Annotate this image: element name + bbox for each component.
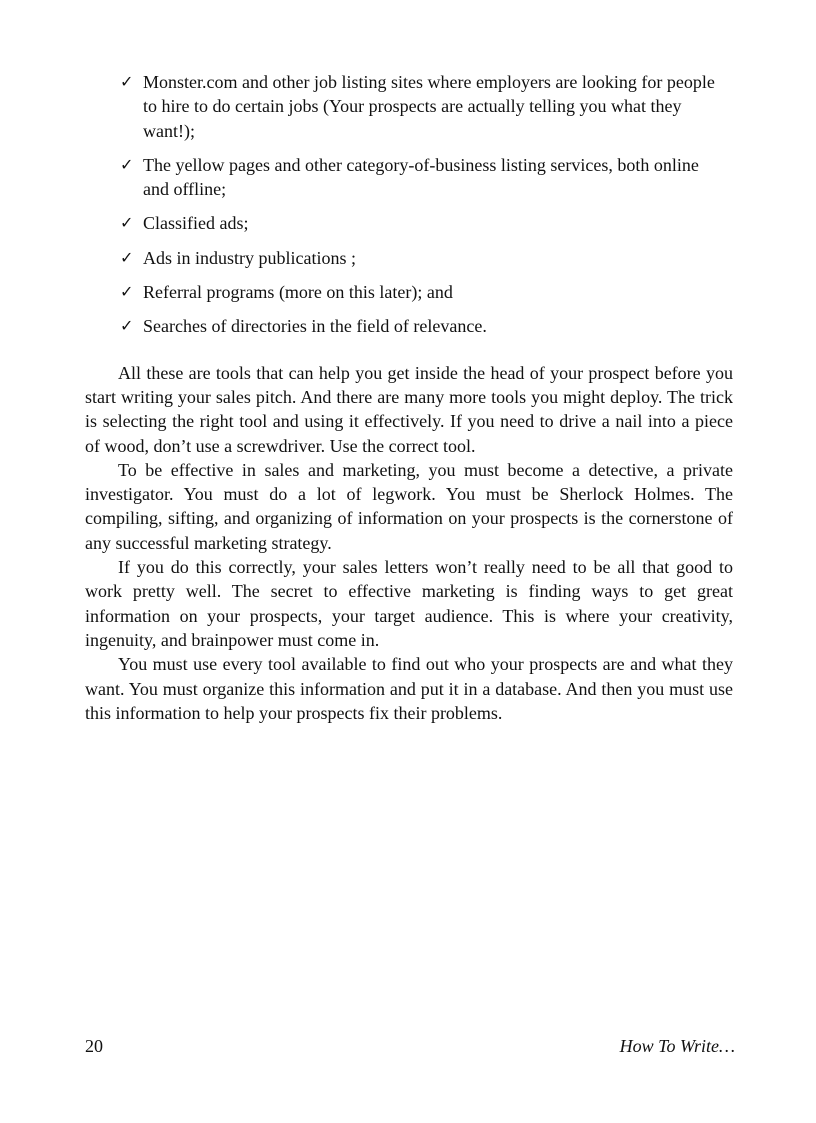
list-item-text: Ads in industry publications ; (143, 247, 356, 268)
list-item (120, 246, 728, 270)
list-item (120, 211, 728, 235)
checkmark-bullet-list (85, 70, 733, 339)
page-content (85, 70, 733, 725)
check-icon: ✓ (120, 154, 134, 174)
paragraph: To be effective in sales and marketing, you must become a detective, a private investigator. You must do a lot of legwork. You must be Sherlock Holmes. The compiling, sifting, and organizing of information on your prospects is the cornerstone of any successful marketing strategy. (85, 459, 733, 553)
check-icon: ✓ (120, 72, 134, 91)
list-item (120, 314, 728, 338)
list-item-text: Monster.com and other job listing sites where employers are looking for people to hire to do certain jobs (Your prospects are actually telling you what they want!); (143, 72, 715, 141)
list-item (120, 153, 728, 202)
check-icon: ✓ (120, 316, 134, 336)
check-icon: ✓ (120, 213, 134, 233)
list-item (120, 280, 728, 304)
list-item-text: Referral programs (more on this later); and (143, 282, 453, 303)
list-item (120, 70, 728, 143)
list-item-text: The yellow pages and other category-of-business listing services, both online and offline; (143, 154, 699, 200)
check-icon: ✓ (120, 247, 134, 267)
running-title: How To Write… (619, 1036, 735, 1056)
paragraph: All these are tools that can help you get inside the head of your prospect before you start writing your sales pitch. And there are many more tools you might deploy. The trick is selecting the right tool and using it effectively. If you need to drive a nail into a piece of wood, don’t use a screwdriver. Use the correct tool. (85, 362, 733, 456)
paragraph: If you do this correctly, your sales letters won’t really need to be all that good to work pretty well. The secret to effective marketing is finding ways to get great information on your prospects, your target audience. This is where your creativity, ingenuity, and brainpower must come in. (85, 557, 733, 650)
paragraph: You must use every tool available to find out who your prospects are and what they want. You must organize this information and put it in a database. And then you must use this information to help your prospects fix their problems. (85, 654, 733, 723)
list-item-text: Searches of directories in the field of relevance. (143, 316, 487, 337)
check-icon: ✓ (120, 282, 134, 302)
page-footer (85, 1036, 735, 1057)
list-item-text: Classified ads; (143, 213, 249, 234)
body-text (85, 361, 733, 725)
page-number: 20 (85, 1036, 103, 1056)
